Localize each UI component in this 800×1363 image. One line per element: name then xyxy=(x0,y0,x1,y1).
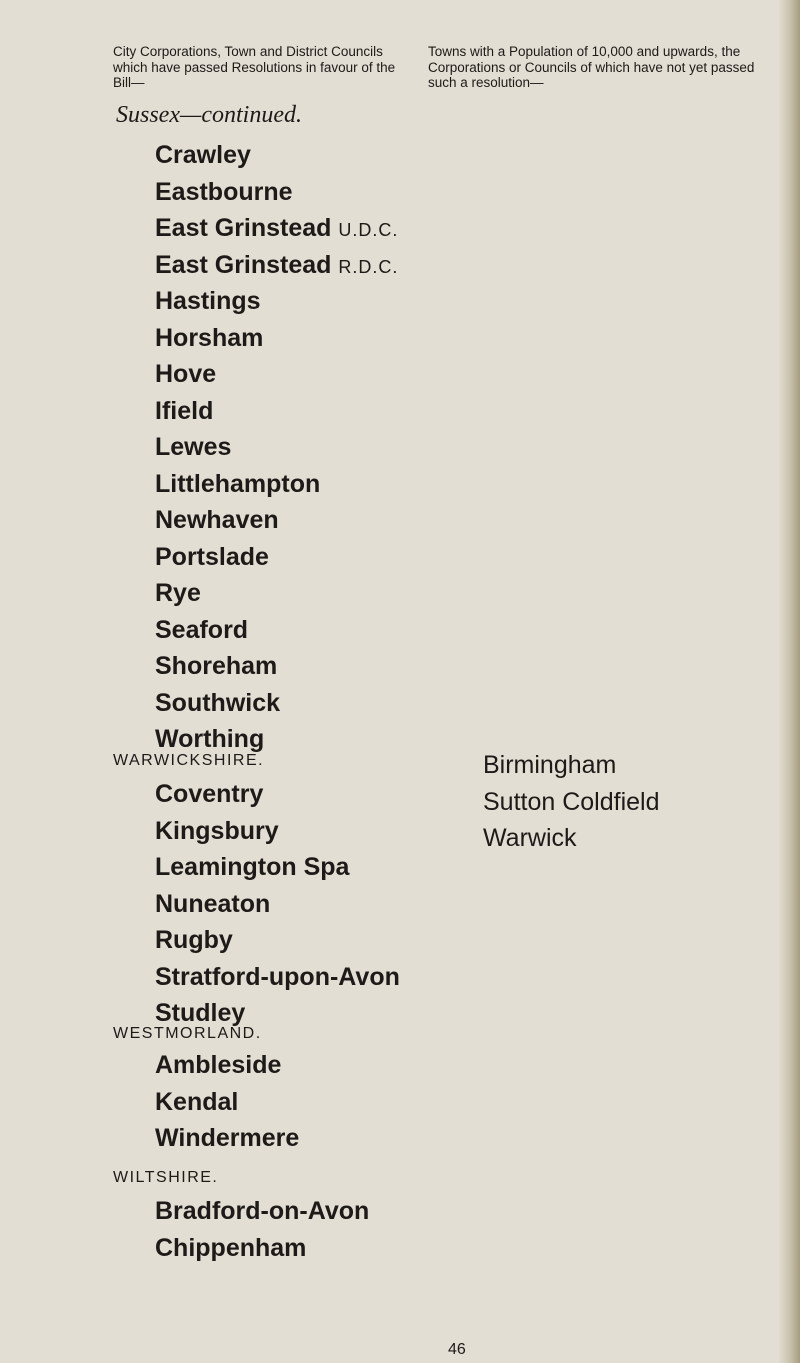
list-item: Birmingham xyxy=(483,751,617,779)
county-heading-warwickshire: WARWICKSHIRE. xyxy=(113,752,265,769)
list-item: Ambleside xyxy=(155,1051,282,1079)
list-item: Coventry xyxy=(155,780,264,808)
page-number: 46 xyxy=(448,1341,466,1358)
westmorland-list xyxy=(155,1047,299,1157)
list-item: Warwick xyxy=(483,824,577,852)
list-item: Studley xyxy=(155,999,246,1027)
column-header-left: City Corporations, Town and District Councils which have passed Resolutions in favour of the Bill— xyxy=(113,44,396,90)
list-item xyxy=(155,247,398,284)
county-heading-wiltshire: WILTSHIRE. xyxy=(113,1169,219,1186)
list-item: Rye xyxy=(155,579,201,607)
wiltshire-list xyxy=(155,1193,369,1266)
list-item: Shoreham xyxy=(155,652,278,680)
list-item xyxy=(155,210,398,247)
warwickshire-right-list xyxy=(483,747,660,857)
list-item: Seaford xyxy=(155,615,249,644)
list-item-name: East Grinstead xyxy=(155,250,332,279)
council-type-suffix: R.D.C. xyxy=(338,256,399,277)
council-type-suffix: U.D.C. xyxy=(338,220,399,240)
list-item: Hove xyxy=(155,360,217,388)
county-heading-westmorland: WESTMORLAND. xyxy=(113,1025,262,1042)
section-title: Sussex—continued. xyxy=(116,102,302,128)
list-item: Bradford-on-Avon xyxy=(155,1197,370,1225)
list-item: Southwick xyxy=(155,688,281,717)
list-item: Ifield xyxy=(155,396,214,425)
list-item: Kingsbury xyxy=(155,816,279,845)
list-item: Chippenham xyxy=(155,1233,307,1262)
list-item: Worthing xyxy=(155,725,265,753)
list-item: Lewes xyxy=(155,433,232,461)
list-item: Crawley xyxy=(155,141,251,169)
list-item: Hastings xyxy=(155,287,261,315)
list-item-name: East Grinstead xyxy=(155,214,332,242)
list-item: Eastbourne xyxy=(155,177,293,206)
list-item: Newhaven xyxy=(155,506,279,534)
warwickshire-list xyxy=(155,776,400,1032)
list-item: Rugby xyxy=(155,926,233,954)
list-item: Littlehampton xyxy=(155,469,321,498)
list-item: Sutton Coldfield xyxy=(483,787,660,816)
list-item: Portslade xyxy=(155,542,269,571)
list-item: Kendal xyxy=(155,1087,239,1116)
list-item: Stratford-upon-Avon xyxy=(155,962,400,991)
list-item: Horsham xyxy=(155,323,264,352)
list-item: Leamington Spa xyxy=(155,853,350,881)
sussex-list xyxy=(155,137,398,758)
list-item: Windermere xyxy=(155,1124,300,1152)
list-item: Nuneaton xyxy=(155,889,271,918)
page-edge-shadow xyxy=(778,0,800,1363)
column-header-right: Towns with a Population of 10,000 and upwards, the Corporations or Councils of which have not yet passed such a resolution— xyxy=(428,44,755,90)
